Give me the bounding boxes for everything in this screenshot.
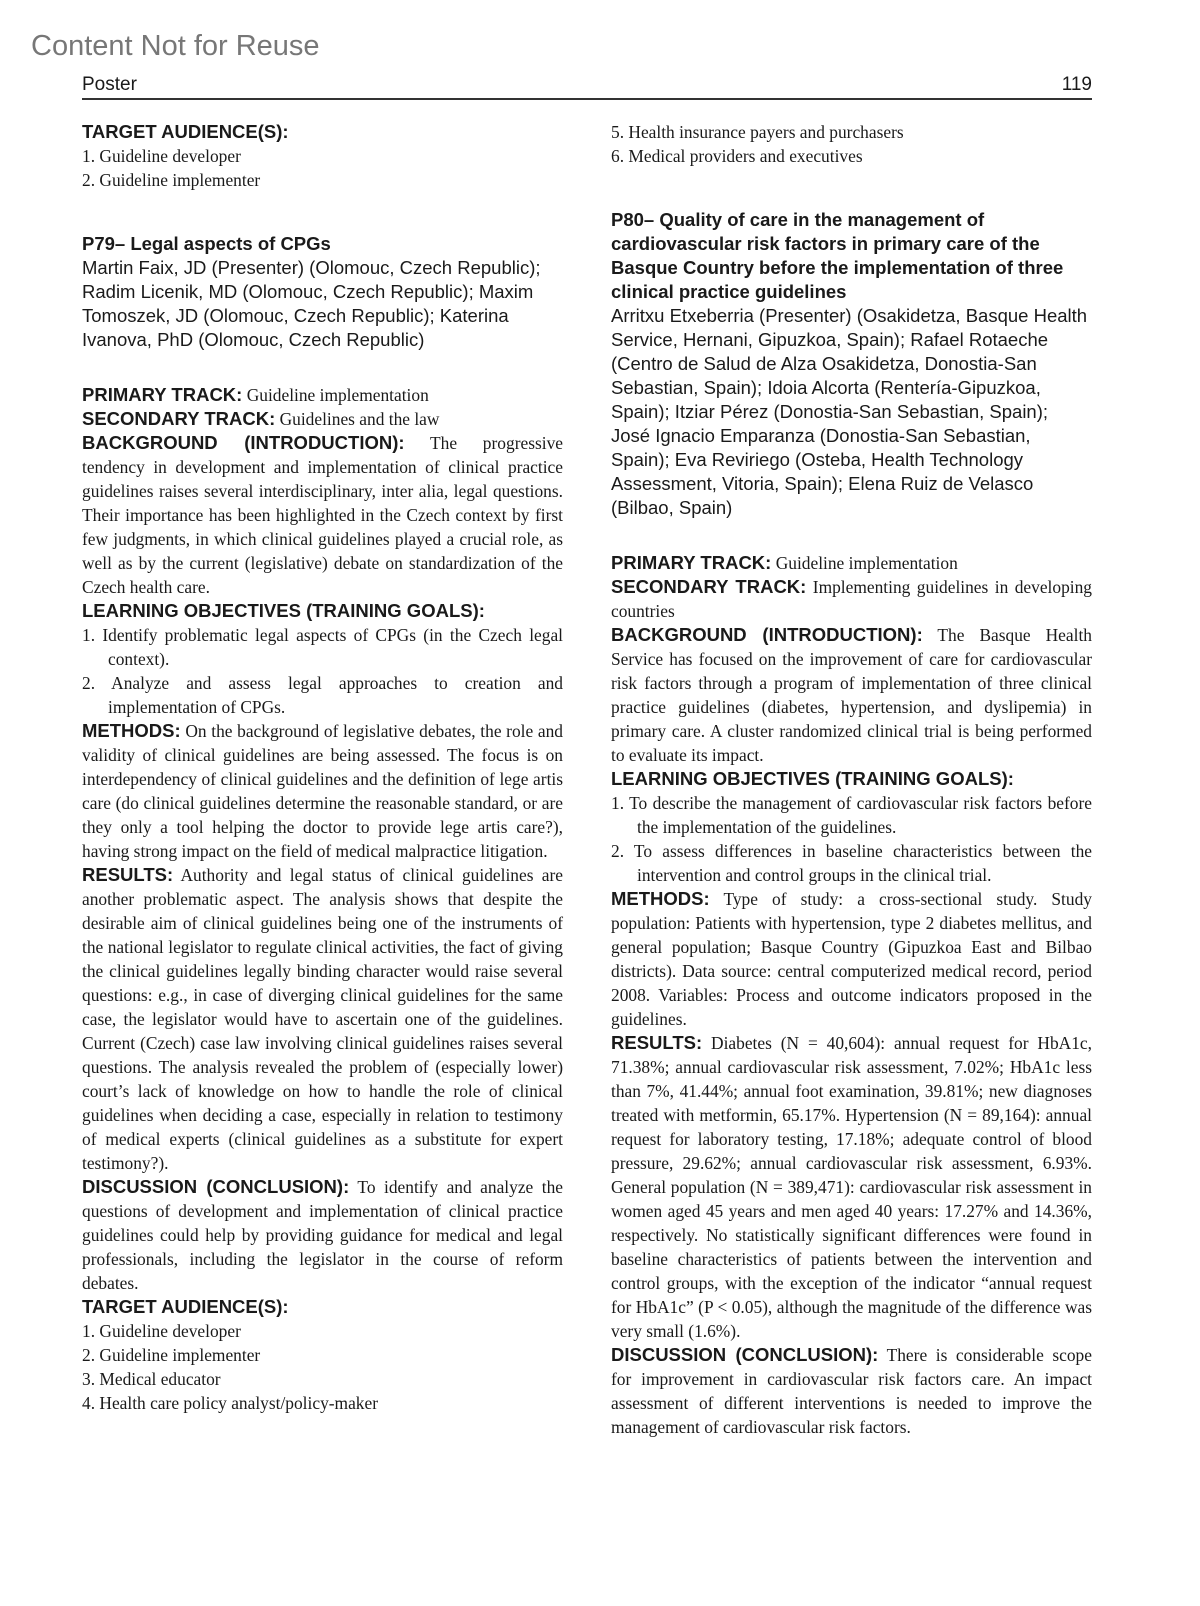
list-item: 2. Guideline implementer xyxy=(82,1345,261,1365)
results-label: RESULTS: xyxy=(611,1032,703,1053)
discussion-label: DISCUSSION (CONCLUSION): xyxy=(82,1176,350,1197)
background-label: BACKGROUND (INTRODUCTION): xyxy=(611,624,923,645)
list-item: 6. Medical providers and executives xyxy=(611,146,863,166)
prev-audience-heading: TARGET AUDIENCE(S): xyxy=(82,121,289,142)
primary-track xyxy=(82,383,563,407)
discussion-label: DISCUSSION (CONCLUSION): xyxy=(611,1344,879,1365)
abstract-authors: Martin Faix, JD (Presenter) (Olomouc, Czech Republic); Radim Licenik, MD (Olomouc, Czech Republic); Maxim Tomoszek, JD (Olomouc, Czech Republic); Katerina Ivanova, PhD (Olomouc, Czech Republic) xyxy=(82,257,541,350)
list-item: 2. Analyze and assess legal approaches to creation and implementation of CPGs. xyxy=(82,673,563,717)
prev-audience-list xyxy=(82,144,563,192)
methods-label: METHODS: xyxy=(611,888,710,909)
abstract-authors: Arritxu Etxeberria (Presenter) (Osakidetza, Basque Health Service, Hernani, Gipuzkoa, Spain); Rafael Rotaeche (Centro de Salud de Alza Osakidetza, Donostia-San Sebastian, Spain); Idoia Alcorta (Rentería-Gipuzkoa, Spain); Itziar Pérez (Donostia-San Sebastian, Spain); José Ignacio Emparanza (Donostia-San Sebastian, Spain); Eva Reviriego (Osteba, Health Technology Assessment, Vitoria, Spain); Elena Ruiz de Velasco (Bilbao, Spain) xyxy=(611,305,1088,518)
section-label: Poster xyxy=(82,74,137,95)
methods-text: Type of study: a cross-sectional study. Study population: Patients with hypertension, type 2 diabetes mellitus, and general population; Basque Country (Gipuzkoa East and Bilbao districts). Data source: central computerized medical record, period 2008. Variables: Process and outcome indicators proposed in the guidelines. xyxy=(611,889,1092,1029)
background-label: BACKGROUND (INTRODUCTION): xyxy=(82,432,405,453)
results xyxy=(611,1031,1092,1343)
methods-label: METHODS: xyxy=(82,720,181,741)
primary-track-label: PRIMARY TRACK: xyxy=(82,384,243,405)
background-text: The Basque Health Service has focused on the improvement of care for cardiovascular risk factors through a program of implementation of three clinical practice guidelines (diabetes, hypertension, and dyslipemia) in primary care. A cluster randomized clinical trial is being performed to evaluate its impact. xyxy=(611,625,1092,765)
watermark: Content Not for Reuse xyxy=(31,30,320,62)
primary-track xyxy=(611,551,1092,575)
results-label: RESULTS: xyxy=(82,864,174,885)
audience-list-continued xyxy=(611,120,1092,168)
secondary-track-value: Guidelines and the law xyxy=(279,409,440,429)
secondary-track xyxy=(82,407,563,431)
page-number: 119 xyxy=(1061,74,1092,95)
list-item: 1. Identify problematic legal aspects of CPGs (in the Czech legal context). xyxy=(82,625,563,669)
list-item: 1. To describe the management of cardiovascular risk factors before the implementation of the guidelines. xyxy=(611,793,1092,837)
discussion xyxy=(82,1175,563,1295)
abstract-title: P80– Quality of care in the management of cardiovascular risk factors in primary care of the Basque Country before the implementation of three clinical practice guidelines xyxy=(611,209,1064,302)
results-text: Diabetes (N = 40,604): annual request for HbA1c, 71.38%; annual cardiovascular risk assessment, 7.02%; HbA1c less than 7%, 41.44%; annual foot examination, 39.81%; new diagnoses treated with metformin, 65.17%. Hypertension (N = 89,164): annual request for laboratory testing, 17.18%; adequate control of blood pressure, 29.62%; annual cardiovascular risk assessment, 6.93%. General population (N = 389,471): cardiovascular risk assessment in women aged 45 years and men aged 40 years: 17.27% and 14.36%, respectively. No statistically significant differences were found in baseline characteristics of patients between the intervention and control groups, with the exception of the indicator “annual request for HbA1c” (P < 0.05), although the magnitude of the difference was very small (1.6%). xyxy=(611,1033,1092,1341)
list-item: 1. Guideline developer xyxy=(82,1321,241,1341)
list-item: 2. To assess differences in baseline characteristics between the intervention and control groups in the clinical trial. xyxy=(611,841,1092,885)
list-item: 5. Health insurance payers and purchasers xyxy=(611,122,904,142)
objectives-list xyxy=(611,791,1092,887)
objectives-heading: LEARNING OBJECTIVES (TRAINING GOALS): xyxy=(82,600,485,621)
objectives-heading: LEARNING OBJECTIVES (TRAINING GOALS): xyxy=(611,768,1014,789)
background xyxy=(82,431,563,599)
secondary-track xyxy=(611,575,1092,623)
secondary-track-label: SECONDARY TRACK: xyxy=(611,576,807,597)
methods-text: On the background of legislative debates, the role and validity of clinical guidelines are being assessed. The focus is on interdependency of clinical guidelines and the definition of lege artis care (do clinical guidelines determine the reasonable standard, or are they only a tool helping the doctor to provide lege artis care?), having strong impact on the field of medical malpractice litigation. xyxy=(82,721,563,861)
methods xyxy=(611,887,1092,1031)
list-item: 2. Guideline implementer xyxy=(82,170,261,190)
running-header xyxy=(82,74,1092,100)
results xyxy=(82,863,563,1175)
primary-track-value: Guideline implementation xyxy=(246,385,429,405)
left-column xyxy=(82,120,563,1415)
list-item: 4. Health care policy analyst/policy-maker xyxy=(82,1393,379,1413)
methods xyxy=(82,719,563,863)
results-text: Authority and legal status of clinical guidelines are another problematic aspect. The analysis shows that despite the desirable aim of clinical guidelines being one of the instruments of the national legislator to regulate clinical activities, the fact of giving the clinical guidelines legally binding character would raise several questions: e.g., in case of diverging clinical guidelines for the same case, the legislator would have to ascertain one of the guidelines. Current (Czech) case law involving clinical guidelines raises several questions. The analysis revealed the problem of (especially lower) court’s lack of knowledge on how to handle the role of clinical guidelines when deciding a case, especially in relation to testimony of medical experts (clinical guidelines as a substitute for expert testimony?). xyxy=(82,865,563,1173)
list-item: 1. Guideline developer xyxy=(82,146,241,166)
objectives-list xyxy=(82,623,563,719)
discussion-text: There is considerable scope for improvement in cardiovascular risk factors care. An impact assessment of different interventions is needed to improve the management of cardiovascular risk factors. xyxy=(611,1345,1092,1437)
primary-track-label: PRIMARY TRACK: xyxy=(611,552,772,573)
discussion-text: To identify and analyze the questions of development and implementation of clinical practice guidelines could help by providing guidance for medical and legal professionals, including the legislator in the course of reform debates. xyxy=(82,1177,563,1293)
audience-list xyxy=(82,1319,563,1415)
background xyxy=(611,623,1092,767)
secondary-track-label: SECONDARY TRACK: xyxy=(82,408,276,429)
secondary-track-value: Implementing guidelines in developing countries xyxy=(611,577,1092,621)
list-item: 3. Medical educator xyxy=(82,1369,221,1389)
abstract-title: P79– Legal aspects of CPGs xyxy=(82,233,331,254)
primary-track-value: Guideline implementation xyxy=(775,553,958,573)
discussion xyxy=(611,1343,1092,1439)
background-text: The progressive tendency in development and implementation of clinical practice guidelines raises several interdisciplinary, inter alia, legal questions. Their importance has been highlighted in the Czech context by first few judgments, in which clinical guidelines played a crucial role, as well as by the current (legislative) debate on standardization of the Czech health care. xyxy=(82,433,563,597)
audience-heading: TARGET AUDIENCE(S): xyxy=(82,1296,289,1317)
right-column xyxy=(611,120,1092,1439)
